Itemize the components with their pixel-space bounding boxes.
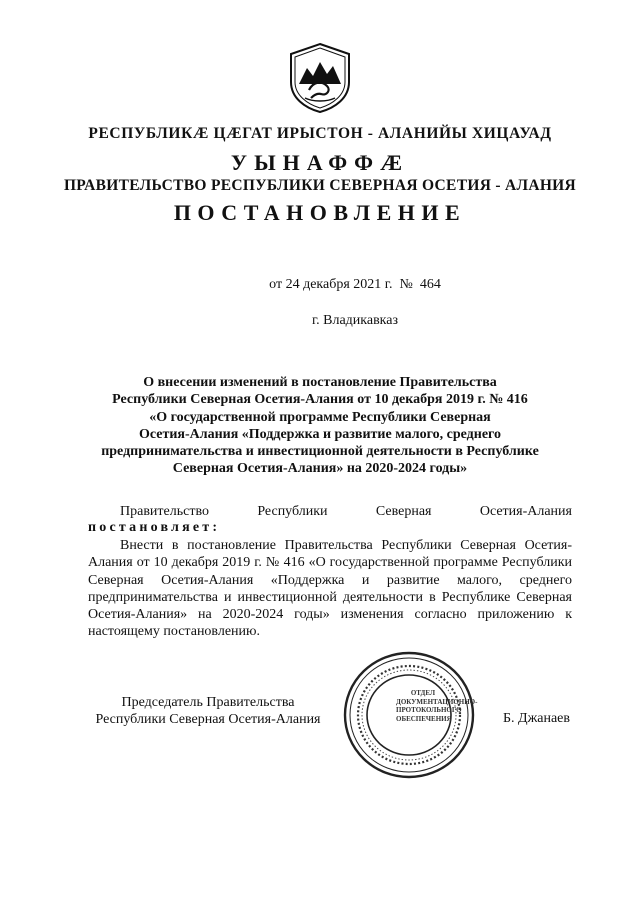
decree-date-text: от 24 декабря 2021 г. № 464 bbox=[269, 277, 441, 292]
preamble-word: Осетия-Алания bbox=[479, 504, 572, 519]
preamble-word: Республики bbox=[257, 504, 328, 519]
preamble-word: Северная bbox=[375, 504, 432, 519]
decree-date-number bbox=[0, 277, 640, 293]
preamble-line bbox=[88, 503, 572, 520]
header-republic-ossetian: РЕСПУБЛИКӔ ЦӔГАТ ИРЫСТОН - АЛАНИЙЫ ХИЦАУАД bbox=[88, 125, 552, 142]
decree-title bbox=[60, 374, 580, 478]
signatory-position-line: Председатель Правительства bbox=[121, 695, 295, 710]
header-decree-ossetian: УЫНАФФӔ bbox=[230, 150, 410, 175]
stamp-inner-line: ПРОТОКОЛЬНОГО bbox=[396, 706, 462, 714]
decree-title-line: Осетия-Алания «Поддержка и развитие малого, среднего bbox=[138, 426, 502, 442]
operative-paragraph: Внести в постановление Правительства Республики Северная Осетия-Алания от 10 декабря 2019 г. № 416 «О государственной программе Республики Северная Осетия-Алания «Поддержка и развитие малого, среднего предпринимательства и инвестиционной деятельности в Республике Северная Осетия-Алания» на 2020-2024 годы» изменения согласно приложению к настоящему постановлению. bbox=[88, 538, 572, 640]
signatory-position bbox=[88, 694, 328, 729]
preamble-word: Правительство bbox=[120, 504, 209, 519]
decree-title-line: О внесении изменений в постановление Правительства bbox=[143, 375, 497, 390]
stamp-inner-text bbox=[396, 689, 478, 723]
resolves-word: постановляет: bbox=[88, 520, 221, 535]
stamp-inner-line: ДОКУМЕНТАЦИОННО- bbox=[396, 697, 478, 706]
stamp-inner-line: ОТДЕЛ bbox=[410, 689, 436, 697]
header-government-russian: ПРАВИТЕЛЬСТВО РЕСПУБЛИКИ СЕВЕРНАЯ ОСЕТИЯ - АЛАНИЯ bbox=[63, 177, 577, 194]
signatory-position-line: Республики Северная Осетия-Алания bbox=[95, 712, 321, 728]
stamp-inner-line: ОБЕСПЕЧЕНИЯ bbox=[396, 714, 452, 723]
decree-title-line: Республики Северная Осетия-Алания от 10 декабря 2019 г. № 416 bbox=[112, 392, 528, 408]
decree-title-line: Северная Осетия-Алания» на 2020-2024 годы» bbox=[172, 461, 468, 477]
decree-title-line: «О государственной программе Республики Северная bbox=[149, 409, 491, 425]
decree-title-line: предпринимательства и инвестиционной деятельности в Республике bbox=[101, 444, 539, 460]
signatory-name: Б. Джанаев bbox=[503, 711, 571, 726]
decree-city: г. Владикавказ bbox=[311, 313, 399, 328]
coat-of-arms-emblem bbox=[287, 42, 353, 114]
header-decree-russian: ПОСТАНОВЛЕНИЕ bbox=[173, 200, 467, 225]
